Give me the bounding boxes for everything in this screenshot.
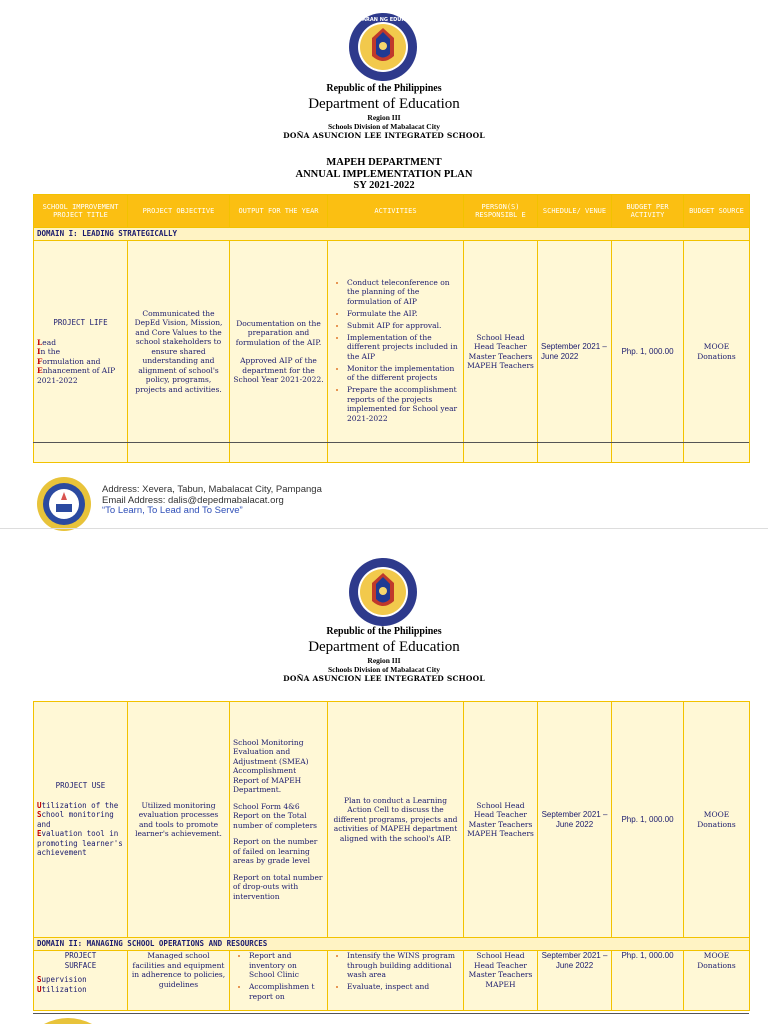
budget-cell: Php. 1, 000.00 [612, 702, 684, 938]
list-item: • Evaluate, inspect and [347, 982, 460, 992]
department-label: Department of Education [308, 96, 460, 112]
region-label: Region III [367, 656, 401, 665]
school-label: DOÑA ASUNCION LEE INTEGRATED SCHOOL [283, 674, 485, 683]
persons-cell: School Head Head Teacher Master Teachers MAPEH [464, 951, 538, 1011]
col-header: BUDGET PER ACTIVITY [612, 195, 684, 228]
budget-source-cell: MOOE Donations [684, 951, 750, 1011]
table-header-row [34, 195, 750, 228]
page-footer [0, 438, 768, 528]
republic-label: Republic of the Philippines [326, 626, 442, 637]
plan-title-line2: ANNUAL IMPLEMENTATION PLAN [295, 168, 473, 180]
project-acronym: Lead In the Formulation and Enhancement of AIP 2021-2022 [37, 337, 116, 385]
svg-text:KAGAWARAN NG EDUKASYON: KAGAWARAN NG EDUKASYON [341, 17, 425, 23]
project-title-cell [34, 702, 128, 938]
deped-seal-icon [341, 12, 425, 82]
list-item: • Intensify the WINS program through building additional wash area [347, 951, 460, 980]
output-cell: Documentation on the preparation and formulation of the AIP. Approved AIP of the department for the School Year 2021-2022. [230, 241, 328, 463]
col-header: ACTIVITIES [328, 195, 464, 228]
objective-cell: Managed school facilities and equipment in adherence to policies, guidelines [128, 951, 230, 1011]
schedule-cell: September 2021 – June 2022 [538, 702, 612, 938]
project-name: PROJECT USE [55, 781, 106, 791]
schedule-cell: September 2021 – June 2022 [538, 241, 612, 463]
domain-row [34, 938, 750, 951]
col-header: SCHOOL IMPROVEMENT PROJECT TITLE [34, 195, 128, 228]
aip-table-2 [33, 701, 750, 1011]
republic-label: Republic of the Philippines [326, 83, 442, 94]
domain-2-label: DOMAIN II: MANAGING SCHOOL OPERATIONS AND RESOURCES [34, 938, 750, 951]
list-item: • Formulate the AIP. [347, 309, 460, 319]
table-row [34, 241, 750, 463]
activities-cell: Plan to conduct a Learning Action Cell to discuss the different programs, projects and activities of MAPEH department aligned with the school's AIP. [328, 702, 464, 938]
budget-cell: Php. 1, 000.00 [612, 951, 684, 1011]
footer-contact [102, 485, 322, 517]
objective-cell: Communicated the DepEd Vision, Mission, and Core Values to the school stakeholders to ensure shared understanding and alignment of school's policy, programs, projects and activities. [128, 241, 230, 463]
plan-title [0, 157, 768, 192]
deped-seal-icon [348, 557, 418, 627]
activities-cell [328, 241, 464, 463]
school-label: DOÑA ASUNCION LEE INTEGRATED SCHOOL [283, 131, 485, 140]
plan-title-line1: MAPEH DEPARTMENT [326, 157, 442, 168]
school-logo-icon [36, 476, 92, 532]
aip-table-1 [33, 194, 750, 463]
list-item: • Report and inventory on School Clinic [249, 951, 324, 980]
persons-cell: School Head Head Teacher Master Teachers MAPEH Teachers [464, 241, 538, 463]
list-item: • Accomplishmen t report on [249, 982, 324, 1001]
region-label: Region III [367, 113, 401, 122]
output-cell [230, 951, 328, 1011]
outputs-list [233, 951, 324, 1001]
table-row [34, 951, 750, 1011]
motto-text: “To Learn, To Lead and To Serve” [102, 505, 243, 516]
col-header: PERSON(S) RESPONSIBL E [464, 195, 538, 228]
project-acronym: Supervision Utilization [37, 975, 87, 994]
objective-cell: Utilized monitoring evaluation processes and tools to promote learner's achievement. [128, 702, 230, 938]
col-header: SCHEDULE/ VENUE [538, 195, 612, 228]
activities-list [331, 278, 460, 424]
table-row [34, 702, 750, 938]
domain-row [34, 228, 750, 241]
division-label: Schools Division of Mabalacat City [327, 122, 441, 131]
project-title-cell [34, 241, 128, 463]
address-text: Address: Xevera, Tabun, Mabalacat City, Pampanga [102, 484, 322, 495]
schedule-cell: September 2021 – June 2022 [538, 951, 612, 1011]
page-2 [0, 528, 768, 1025]
activities-list [331, 951, 460, 992]
col-header: BUDGET SOURCE [684, 195, 750, 228]
budget-source-cell: MOOE Donations [684, 241, 750, 463]
project-title-cell: PROJECT SURFACE Supervision Utilization [34, 951, 128, 1011]
page-2-footer-divider [33, 1013, 749, 1014]
budget-cell: Php. 1, 000.00 [612, 241, 684, 463]
list-item: • Submit AIP for approval. [347, 321, 460, 331]
activities-cell [328, 951, 464, 1011]
list-item: • Prepare the accomplishment reports of the projects implemented for School year 2021-2022 [347, 385, 460, 423]
list-item: • Implementation of the different projects included in the AIP [347, 333, 460, 362]
email-text: Email Address: dalis@depedmabalacat.org [102, 494, 284, 506]
division-label: Schools Division of Mabalacat City [327, 665, 441, 674]
list-item: • Monitor the implementation of the different projects [347, 364, 460, 383]
budget-source-cell: MOOE Donations [684, 702, 750, 938]
letterhead [0, 626, 768, 683]
col-header: PROJECT OBJECTIVE [128, 195, 230, 228]
project-name: PROJECT LIFE [53, 318, 108, 327]
project-acronym: Utilization of the School monitoring and Evaluation tool in promoting learner's achievement [37, 800, 123, 858]
col-header: OUTPUT FOR THE YEAR [230, 195, 328, 228]
domain-1-label: DOMAIN I: LEADING STRATEGICALLY [34, 228, 750, 241]
persons-cell: School Head Head Teacher Master Teachers MAPEH Teachers [464, 702, 538, 938]
letterhead [0, 83, 768, 140]
list-item: • Conduct teleconference on the planning of the formulation of AIP [347, 278, 460, 307]
plan-title-line3: SY 2021-2022 [353, 180, 415, 191]
output-cell: School Monitoring Evaluation and Adjustment (SMEA) Accomplishment Report of MAPEH Department. School Form 4&6 Report on the Total number of completers Report on the number of failed on learning areas by grade level Report on total number of drop-outs with intervention [230, 702, 328, 938]
department-label: Department of Education [308, 639, 460, 655]
school-logo-icon [40, 1016, 96, 1024]
footer-divider [33, 442, 749, 443]
